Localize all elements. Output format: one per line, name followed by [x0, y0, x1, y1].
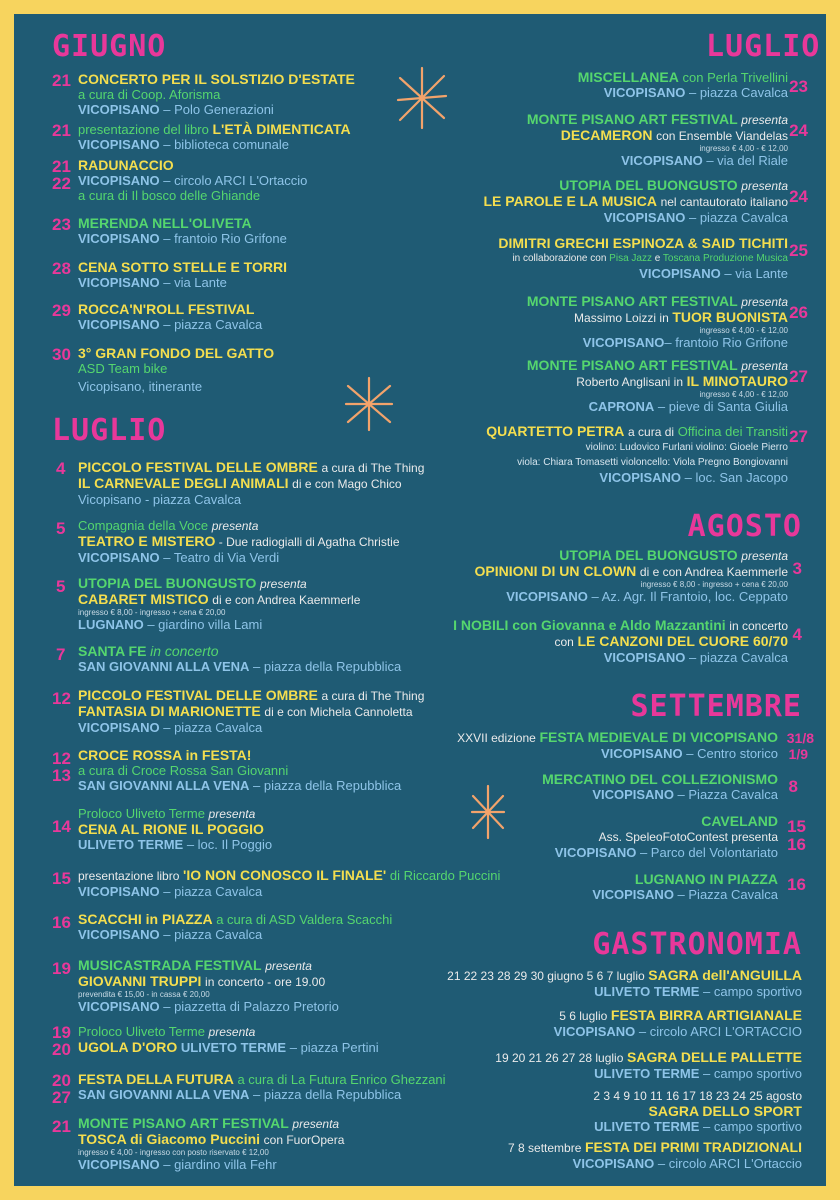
event-item: 21 22 RADUNACCIO VICOPISANO – circolo ARCI L'Ortaccio a cura di Il bosco delle Ghiande	[52, 157, 308, 203]
event-item: MONTE PISANO ART FESTIVAL presenta DECAMERON con Ensemble Viandelas ingresso € 4,00 - € 12,00 VICOPISANO – via del Riale	[526, 111, 788, 168]
event-item: QUARTETTO PETRA a cura di Officina dei Transiti violino: Ludovico Furlani violino: Gioele Pierro viola: Chiara Tomasetti violoncello: Viola Pregno Bongiovanni VICOPISANO – loc. San Jacopo	[486, 423, 788, 485]
event-item: 12 13 CROCE ROSSA in FESTA! a cura di Croce Rossa San Giovanni SAN GIOVANNI ALLA VENA – piazza della Repubblica	[52, 747, 402, 793]
event-item: 15 presentazione libro 'IO NON CONOSCO IL FINALE' di Riccardo Puccini VICOPISANO – piazza Cavalca	[52, 867, 501, 899]
event-day: 3	[792, 559, 802, 578]
event-item: 12 PICCOLO FESTIVAL DELLE OMBRE a cura di The Thing FANTASIA DI MARIONETTE di e con Michela Cannoletta VICOPISANO – piazza Cavalca	[52, 687, 425, 735]
gastronomia-item: 5 6 luglio FESTA BIRRA ARTIGIANALE VICOPISANO – circolo ARCI L'ORTACCIO	[553, 1007, 802, 1039]
event-item: 21 presentazione del libro L'ETÀ DIMENTICATA VICOPISANO – biblioteca comunale	[52, 121, 351, 152]
event-day: 8	[788, 777, 798, 796]
event-day: 27	[789, 367, 808, 386]
event-day: 31/8	[786, 730, 814, 746]
event-item: LUGNANO IN PIAZZA VICOPISANO – Piazza Cavalca	[592, 871, 778, 902]
poster	[14, 14, 826, 1186]
event-item: 19 20 Proloco Uliveto Terme presenta UGOLA D'ORO ULIVETO TERME – piazza Pertini	[52, 1023, 379, 1059]
star-icon	[396, 66, 448, 130]
event-item: 30 3° GRAN FONDO DEL GATTO ASD Team bike Vicopisano, itinerante	[52, 345, 275, 394]
event-item: 7 SANTA FE in concerto SAN GIOVANNI ALLA VENA – piazza della Repubblica	[56, 643, 402, 674]
event-item: 29 ROCCA'N'ROLL FESTIVAL VICOPISANO – piazza Cavalca	[52, 301, 263, 332]
month-title-agosto: AGOSTO	[687, 509, 802, 544]
star-icon	[470, 784, 506, 840]
event-item: 21 MONTE PISANO ART FESTIVAL presenta TOSCA di Giacomo Puccini con FuorOpera ingresso € 4,00 - ingresso con posto riservato € 12,00 VICOPISANO – giardino villa Fehr	[52, 1115, 345, 1172]
event-day: 4	[792, 625, 802, 644]
month-title-luglio: LUGLIO	[706, 29, 821, 64]
event-item: MERCATINO DEL COLLEZIONISMO VICOPISANO – Piazza Cavalca	[542, 771, 778, 802]
event-item: 21 CONCERTO PER IL SOLSTIZIO D'ESTATE a cura di Coop. Aforisma VICOPISANO – Polo Generazioni	[52, 71, 355, 117]
event-item: 20 27 FESTA DELLA FUTURA a cura di La Futura Enrico Ghezzani SAN GIOVANNI ALLA VENA – piazza della Repubblica	[52, 1071, 446, 1107]
event-day: 16	[787, 835, 806, 854]
event-item: 23 MERENDA NELL'OLIVETA VICOPISANO – frantoio Rio Grifone	[52, 215, 287, 246]
event-day: 1/9	[788, 746, 808, 762]
gastronomia-item: 2 3 4 9 10 11 16 17 18 23 24 25 agosto SAGRA DELLO SPORT ULIVETO TERME – campo sportivo	[593, 1089, 802, 1134]
event-item: 4 PICCOLO FESTIVAL DELLE OMBRE a cura di The Thing IL CARNEVALE DEGLI ANIMALI di e con Mago Chico Vicopisano - piazza Cavalca	[56, 459, 425, 507]
month-title-settembre: SETTEMBRE	[630, 689, 802, 724]
gastronomia-item: 21 22 23 28 29 30 giugno 5 6 7 luglio SAGRA dell'ANGUILLA ULIVETO TERME – campo sportivo	[447, 967, 802, 999]
event-item: MONTE PISANO ART FESTIVAL presenta Roberto Anglisani in IL MINOTAURO ingresso € 4,00 - € 12,00 CAPRONA – pieve di Santa Giulia	[526, 357, 788, 414]
event-item: 14 Proloco Uliveto Terme presenta CENA AL RIONE IL POGGIO ULIVETO TERME – loc. Il Poggio	[52, 806, 273, 852]
event-day: 24	[789, 121, 808, 140]
event-item: 5 Compagnia della Voce presenta TEATRO E MISTERO - Due radiogialli di Agatha Christie VICOPISANO – Teatro di Via Verdi	[56, 518, 400, 565]
event-item: I NOBILI con Giovanna e Aldo Mazzantini in concerto con LE CANZONI DEL CUORE 60/70 VICOPISANO – piazza Cavalca	[453, 617, 788, 665]
month-title-luglio: LUGLIO	[52, 413, 167, 448]
star-icon	[344, 376, 394, 432]
event-item: 28 CENA SOTTO STELLE E TORRI VICOPISANO – via Lante	[52, 259, 287, 290]
gastronomia-item: 19 20 21 26 27 28 luglio SAGRA DELLE PALLETTE ULIVETO TERME – campo sportivo	[495, 1049, 802, 1081]
event-item: DIMITRI GRECHI ESPINOZA & SAID TICHITI in collaborazione con Pisa Jazz e Toscana Produzione Musica VICOPISANO – via Lante	[498, 235, 788, 281]
gastronomia-item: 7 8 settembre FESTA DEI PRIMI TRADIZIONALI VICOPISANO – circolo ARCI L'Ortaccio	[508, 1139, 802, 1171]
event-item: UTOPIA DEL BUONGUSTO presenta OPINIONI DI UN CLOWN di e con Andrea Kaemmerle ingresso € 8,00 - ingresso + cena € 20,00 VICOPISANO – Az. Agr. Il Frantoio, loc. Ceppato	[474, 547, 788, 604]
event-item: 5 UTOPIA DEL BUONGUSTO presenta CABARET MISTICO di e con Andrea Kaemmerle ingresso € 8,00 - ingresso + cena € 20,00 LUGNANO – giardino villa Lami	[56, 575, 361, 632]
event-day: 26	[789, 303, 808, 322]
event-item: MISCELLANEA con Perla Trivellini VICOPISANO – piazza Cavalca	[577, 69, 788, 100]
event-day: 25	[789, 241, 808, 260]
month-title-gastronomia: GASTRONOMIA	[592, 927, 802, 962]
event-day: 24	[789, 187, 808, 206]
event-item: 16 SCACCHI in PIAZZA a cura di ASD Valdera Scacchi VICOPISANO – piazza Cavalca	[52, 911, 393, 942]
event-day: 15	[787, 817, 806, 836]
event-item: CAVELAND Ass. SpeleoFotoContest presenta VICOPISANO – Parco del Volontariato	[554, 813, 778, 860]
event-item: MONTE PISANO ART FESTIVAL presenta Massimo Loizzi in TUOR BUONISTA ingresso € 4,00 - € 12,00 VICOPISANO– frantoio Rio Grifone	[526, 293, 788, 350]
event-day: 16	[787, 875, 806, 894]
month-title-giugno: GIUGNO	[52, 29, 167, 64]
event-item: 19 MUSICASTRADA FESTIVAL presenta GIOVANNI TRUPPI in concerto - ore 19.00 prevendita € 15,00 - in cassa € 20,00 VICOPISANO – piazzetta di Palazzo Pretorio	[52, 957, 339, 1014]
event-item: UTOPIA DEL BUONGUSTO presenta LE PAROLE E LA MUSICA nel cantautorato italiano VICOPISANO – piazza Cavalca	[483, 177, 788, 225]
event-day: 27	[789, 427, 808, 446]
event-item: XXVII edizione FESTA MEDIEVALE DI VICOPISANO VICOPISANO – Centro storico	[457, 729, 778, 761]
event-day: 23	[789, 77, 808, 96]
